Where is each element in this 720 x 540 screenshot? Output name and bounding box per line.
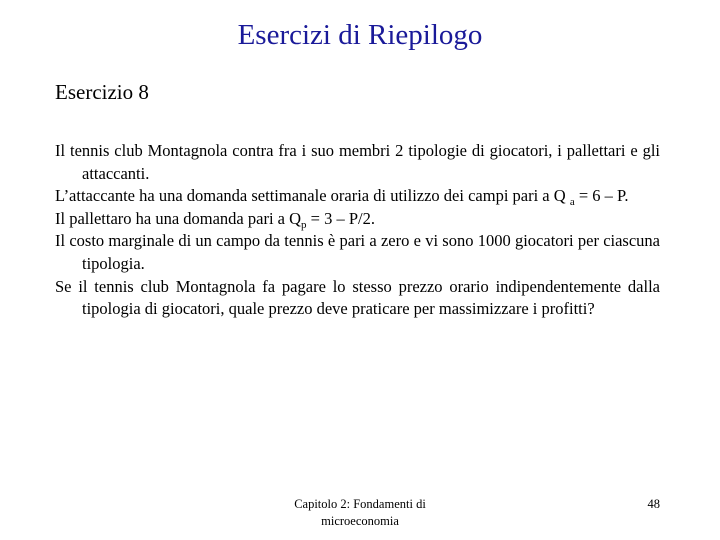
footer-chapter [270, 496, 450, 530]
page-number: 48 [647, 497, 660, 511]
exercise-heading: Esercizio 8 [55, 80, 149, 104]
pallettaro-demand-text: Il pallettaro ha una domanda pari a Q [55, 208, 302, 228]
formula-subscript-a: a [569, 196, 575, 209]
pallettaro-formula-rest: = 3 – P/2. [306, 208, 375, 228]
paragraph-attaccante-demand [55, 185, 660, 208]
formula-subscript-p: p [301, 218, 307, 231]
paragraph-question: Se il tennis club Montagnola fa pagare lo stesso prezzo orario indipendentemente dalla tipologia di giocatori, quale prezzo deve praticare per massimizzare i profitti? [55, 276, 660, 319]
footer-chapter-line2: microeconomia [321, 514, 399, 528]
formula-q: Q [553, 186, 566, 206]
slide-title: Esercizi di Riepilogo [237, 19, 483, 51]
paragraph-pallettaro-demand [55, 208, 660, 231]
attaccante-demand-formula [553, 186, 629, 209]
attaccante-demand-text: L’attaccante ha una domanda settimanale oraria di utilizzo dei campi pari a [55, 186, 550, 206]
paragraph-club-description: Il tennis club Montagnola contra fra i suo membri 2 tipologie di giocatori, i pallettari e gli attaccanti. [55, 141, 660, 183]
exercise-text [55, 140, 660, 321]
footer-chapter-line1: Capitolo 2: Fondamenti di [294, 497, 426, 511]
paragraph-marginal-cost: Il costo marginale di un campo da tennis è pari a zero e vi sono 1000 giocatori per ciascuna tipologia. [55, 231, 660, 273]
formula-rest: = 6 – P. [574, 186, 629, 206]
